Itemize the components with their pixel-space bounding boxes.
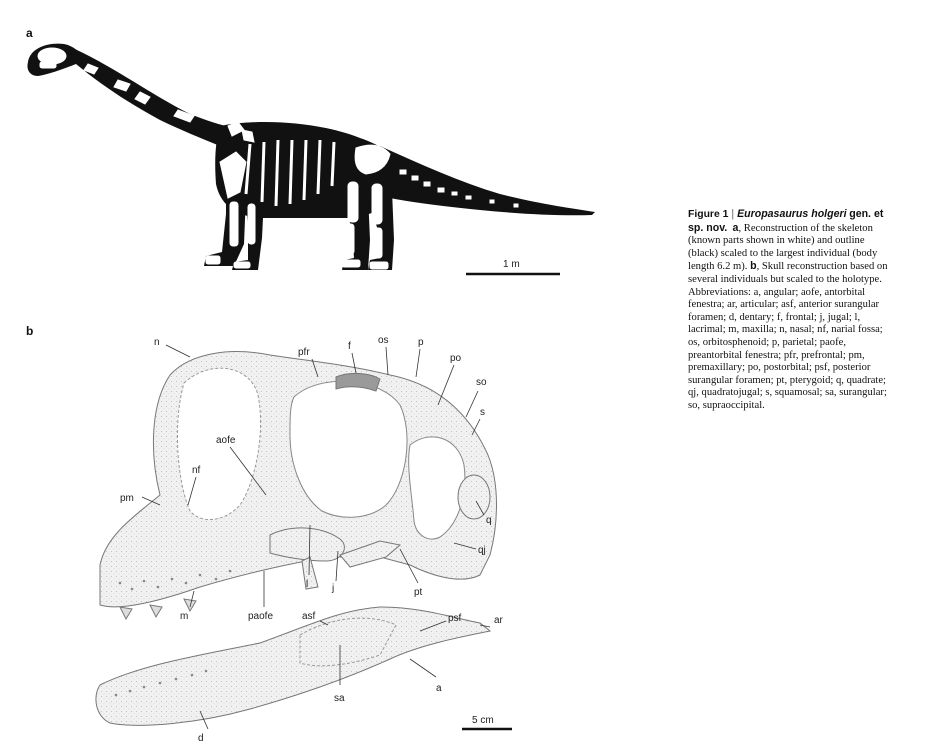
caption-part-a-letter: a: [732, 221, 739, 234]
caption-separator: |: [728, 208, 738, 220]
label-sa: sa: [334, 693, 345, 704]
scale-bar-5cm: [462, 715, 512, 729]
label-qj: qj: [478, 545, 486, 556]
caption-part-b-letter: b: [750, 260, 757, 273]
label-d: d: [198, 733, 204, 744]
label-paofe: paofe: [248, 611, 274, 622]
label-asf: asf: [302, 611, 316, 622]
label-so: so: [476, 377, 487, 388]
label-psf: psf: [448, 613, 462, 624]
scale-label-5cm: 5 cm: [472, 715, 494, 726]
skull-reconstruction: [80, 325, 540, 745]
caption-part-b-text: , Skull reconstruction based on several individuals but scaled to the holotype. Abbreviations: a, angular; aofe, antorbital fenestra; ar, articular; asf, anterior surangular foramen; d, dentary; f, frontal; j, jugal; l, lacrimal; m, maxilla; n, nasal; nf, narial fossa; os, orbitosphenoid; p, parietal; paofe, preantorbital fenestra; pfr, prefrontal; pm, premaxillary; po, postorbital; psf, posterior surangular foramen; pt, pterygoid; q, quadrate; qj, quadratojugal; s, squamosal; sa, surangular; so, supraoccipital.: [688, 261, 888, 411]
label-ar: ar: [494, 615, 503, 626]
label-l: l: [306, 579, 309, 590]
label-s: s: [480, 407, 485, 418]
label-pfr: pfr: [298, 347, 310, 358]
caption-figure-label: Figure 1: [688, 209, 729, 220]
caption-gen: gen. et sp. nov.: [688, 208, 884, 234]
panel-b-letter: b: [26, 324, 34, 338]
caption-species: Europasaurus holgeri: [737, 208, 847, 220]
scale-bar-1m: [466, 259, 560, 274]
caption-part-a-text: , Reconstruction of the skeleton (known parts shown in white) and outline (black) scaled to the largest individual (body length 6.2 m).: [688, 222, 878, 273]
label-p: p: [418, 337, 424, 348]
skeleton-reconstruction: [20, 34, 600, 284]
label-m: m: [180, 611, 189, 622]
label-j: j: [332, 583, 335, 594]
label-po: po: [450, 353, 462, 364]
label-a: a: [436, 683, 442, 694]
scale-label-1m: 1 m: [503, 259, 520, 270]
label-nf: nf: [192, 465, 201, 476]
label-os: os: [378, 335, 389, 346]
label-pt: pt: [414, 587, 423, 598]
body-outline: [27, 44, 595, 270]
mandible: [96, 607, 490, 725]
label-n: n: [154, 337, 160, 348]
label-f: f: [348, 341, 351, 352]
label-pm: pm: [120, 493, 134, 504]
figure-caption: [688, 208, 893, 413]
panel-a-letter: a: [26, 26, 33, 40]
label-aofe: aofe: [216, 435, 236, 446]
cranium: [100, 352, 497, 619]
label-q: q: [486, 515, 492, 526]
